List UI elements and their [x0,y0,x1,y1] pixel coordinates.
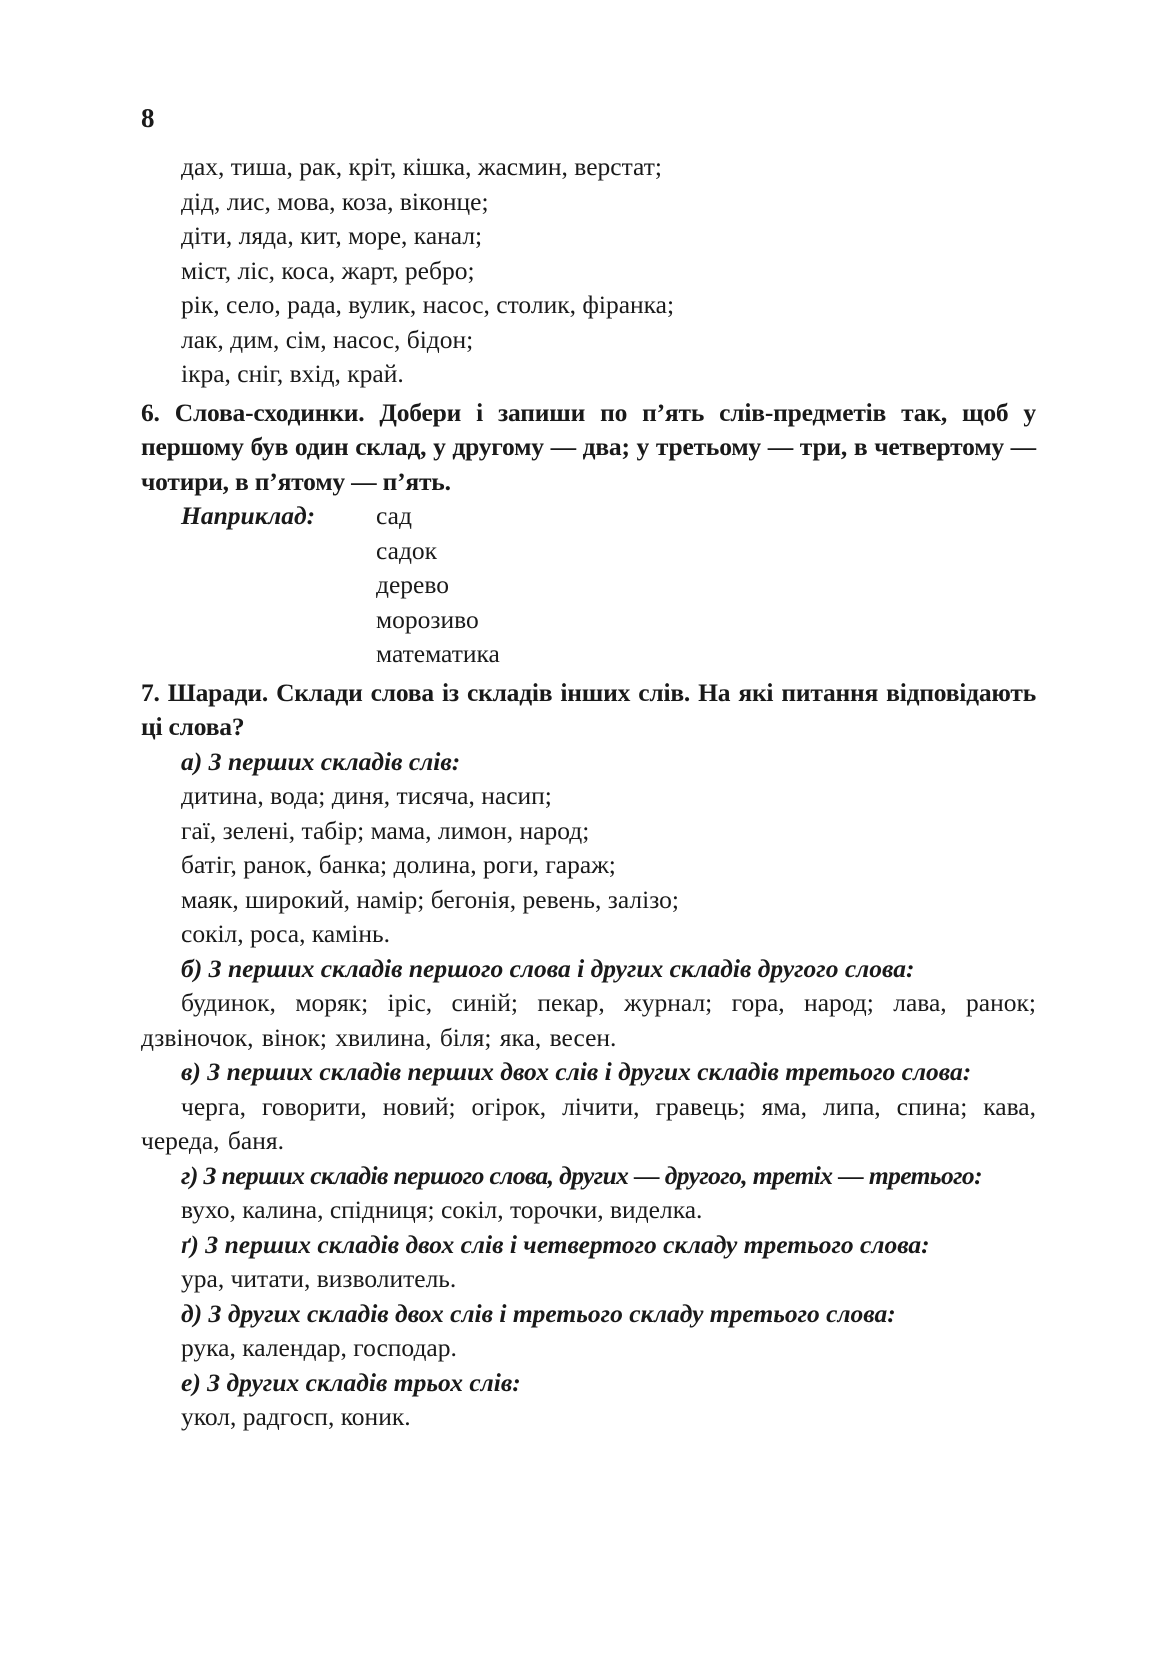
list-item: дід, лис, мова, коза, віконце; [181,186,489,216]
list-item: діти, ляда, кит, море, канал; [181,221,483,250]
task-7-heading: 7. Шаради. Склади слова із складів інших слів. На які питання відповідають ці слова? [141,677,1036,741]
list-item: рік, село, рада, вулик, насос, столик, фіранка; [181,290,675,319]
task-6-heading: 6. Слова-сходинки. Добери і запиши по п’ять слів-предметів так, щоб у першому був один склад, у другому — два; у третьому — три, в четвертому — чотири, в п’ятому — п’ять. [141,397,1036,496]
example-label: Наприклад: [181,501,316,530]
list-item: дах, тиша, рак, кріт, кішка, жасмин, верстат; [181,152,662,181]
subtask-g-text: ура, читати, визволитель. [181,1264,457,1293]
list-item: міст, ліс, коса, жарт, ребро; [181,255,475,285]
page-number: 8 [141,103,155,133]
example-word: сад [376,501,412,530]
example-word: математика [376,639,500,668]
subtask-d-text: рука, календар, господар. [181,1333,457,1362]
subtask-v-text: черга, говорити, новий; огірок, лічити, гравець; яма, липа, спина; кава, череда, баня. [141,1091,1036,1155]
subtask-v-title: в) З перших складів перших двох слів і других складів третього слова: [181,1057,972,1086]
list-item: ікра, сніг, вхід, край. [181,359,404,388]
subtask-d-title: д) З других складів двох слів і третього складу третього слова: [181,1298,896,1328]
list-item: дитина, вода; диня, тисяча, насип; [181,781,552,810]
task-6-example [141,499,1036,672]
example-word-ladder [376,499,500,672]
list-item: сокіл, роса, камінь. [181,919,391,948]
example-word: садок [376,535,438,565]
subtask-e-title: е) З других складів трьох слів: [181,1367,521,1397]
subtask-b-title: б) З перших складів першого слова і других складів другого слова: [181,953,915,983]
subtask-e-text: укол, радгосп, коник. [181,1402,411,1431]
page-body [141,150,1036,1435]
subtask-h-text: вухо, калина, спідниця; сокіл, торочки, виделка. [181,1195,703,1224]
subtask-a-list [141,779,1036,952]
subtask-h-title: г) З перших складів першого слова, других — другого, третіх — третього: [181,1160,982,1190]
list-item: лак, дим, сім, насос, бідон; [181,324,474,354]
list-item: маяк, широкий, намір; бегонія, ревень, залізо; [181,884,679,914]
intro-word-list [141,150,1036,392]
list-item: батіг, ранок, банка; долина, роги, гараж; [181,850,616,879]
example-word: морозиво [376,604,479,634]
list-item: гаї, зелені, табір; мама, лимон, народ; [181,815,590,845]
subtask-g-title: ґ) З перших складів двох слів і четвертого складу третього слова: [181,1229,930,1259]
subtask-b-text: будинок, моряк; іріс, синій; пекар, журнал; гора, народ; лава, ранок; дзвіночок, вінок; хвилина, біля; яка, весен. [141,988,1036,1052]
example-word: дерево [376,570,449,599]
subtask-a-title: а) З перших складів слів: [181,746,461,776]
